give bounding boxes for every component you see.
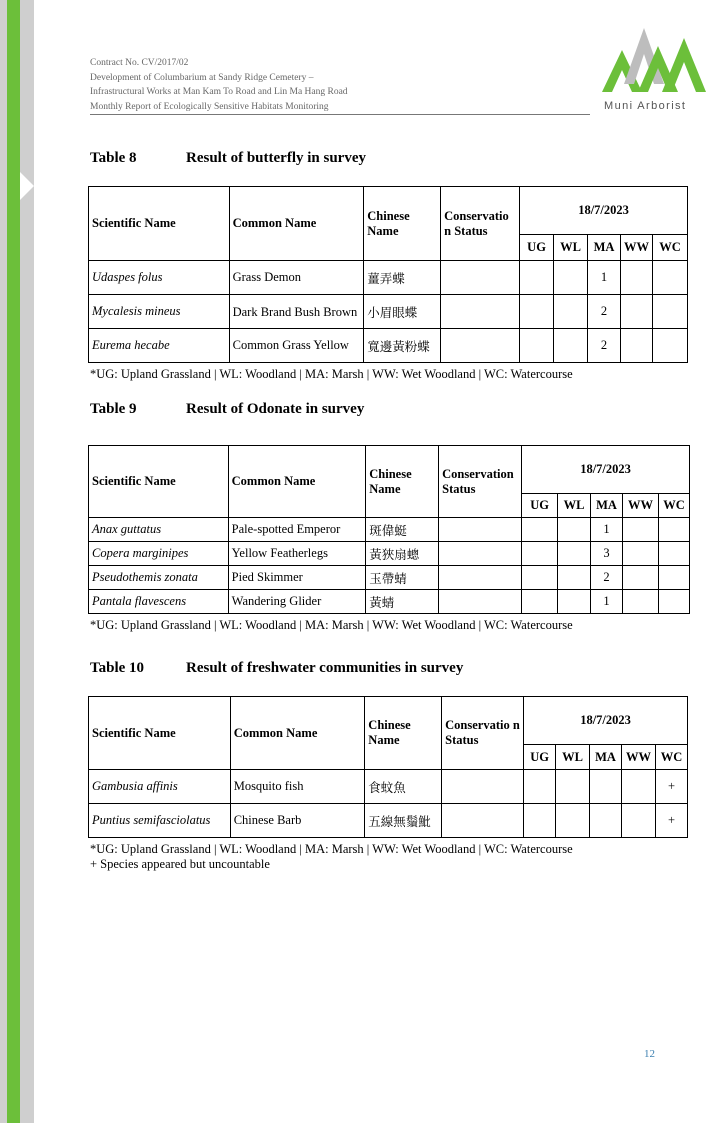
cell-scientific-name: Gambusia affinis xyxy=(89,770,231,804)
header-habitat-ma: MA xyxy=(590,745,622,770)
table-row xyxy=(89,566,690,590)
header-habitat-wl: WL xyxy=(558,494,591,518)
table-10-freshwater xyxy=(88,696,688,838)
cell-count-ug xyxy=(524,804,556,838)
cell-count-ma xyxy=(590,804,622,838)
cell-count-wc xyxy=(652,329,687,363)
header-line: Contract No. CV/2017/02 xyxy=(90,58,189,68)
habitat-legend-note: *UG: Upland Grassland | WL: Woodland | MA: Marsh | WW: Wet Woodland | WC: Watercourse xyxy=(90,367,573,381)
table-row xyxy=(89,590,690,614)
cell-count-wl xyxy=(554,261,588,295)
cell-count-wl xyxy=(554,329,588,363)
cell-count-wc xyxy=(658,590,689,614)
cell-count-ug xyxy=(522,590,558,614)
cell-count-ma: 3 xyxy=(591,542,623,566)
cell-chinese-name: 五線無鬚魮 xyxy=(365,804,442,838)
header-line: Development of Columbarium at Sandy Ridge Cemetery – xyxy=(90,72,314,83)
habitat-legend-note: *UG: Upland Grassland | WL: Woodland | MA: Marsh | WW: Wet Woodland | WC: Watercourse xyxy=(90,618,573,632)
cell-count-wc xyxy=(658,566,689,590)
cell-conservation-status xyxy=(441,295,520,329)
table-caption: Result of Odonate in survey xyxy=(186,401,365,417)
cell-count-ww xyxy=(622,566,658,590)
header-habitat-wc: WC xyxy=(655,745,687,770)
cell-common-name: Common Grass Yellow xyxy=(229,329,364,363)
header-scientific-name: Scientific Name xyxy=(89,697,231,770)
header-habitat-ww: WW xyxy=(621,745,655,770)
table-row xyxy=(89,804,688,838)
cell-count-ma xyxy=(590,770,622,804)
cell-chinese-name: 黃狹扇蟌 xyxy=(366,542,439,566)
table-9-title xyxy=(90,401,364,418)
table-caption: Result of butterfly in survey xyxy=(186,150,366,166)
cell-count-wl xyxy=(556,804,590,838)
cell-conservation-status xyxy=(439,542,522,566)
header-habitat-ww: WW xyxy=(620,235,652,261)
cell-scientific-name: Pantala flavescens xyxy=(89,590,229,614)
header-line: Monthly Report of Ecologically Sensitive Habitats Monitoring xyxy=(90,101,329,112)
logo-peak-right xyxy=(662,38,706,92)
header-chinese-name: Chinese Name xyxy=(366,446,439,518)
cell-count-wc xyxy=(658,518,689,542)
cell-common-name: Grass Demon xyxy=(229,261,364,295)
cell-count-ma: 1 xyxy=(588,261,621,295)
header-habitat-ug: UG xyxy=(520,235,554,261)
cell-scientific-name: Udaspes folus xyxy=(89,261,230,295)
cell-conservation-status xyxy=(439,590,522,614)
cell-scientific-name: Mycalesis mineus xyxy=(89,295,230,329)
cell-count-ug xyxy=(522,518,558,542)
cell-conservation-status xyxy=(441,329,520,363)
cell-chinese-name: 玉帶蜻 xyxy=(366,566,439,590)
cell-common-name: Pale-spotted Emperor xyxy=(228,518,366,542)
cell-count-ww xyxy=(620,295,652,329)
cell-scientific-name: Copera marginipes xyxy=(89,542,229,566)
table-9-odonate xyxy=(88,445,690,614)
habitat-legend-note xyxy=(90,842,573,872)
cell-chinese-name: 食蚊魚 xyxy=(365,770,442,804)
cell-count-ww xyxy=(621,770,655,804)
header-habitat-ug: UG xyxy=(524,745,556,770)
cell-count-ug xyxy=(520,261,554,295)
cell-scientific-name: Pseudothemis zonata xyxy=(89,566,229,590)
table-row xyxy=(89,261,688,295)
side-bar-notch xyxy=(20,172,34,200)
cell-count-ww xyxy=(622,542,658,566)
cell-common-name: Yellow Featherlegs xyxy=(228,542,366,566)
cell-count-ww xyxy=(620,261,652,295)
cell-count-ww xyxy=(622,590,658,614)
cell-conservation-status xyxy=(442,804,524,838)
header-divider xyxy=(90,114,590,115)
header-habitat-wc: WC xyxy=(652,235,687,261)
cell-count-ug xyxy=(520,295,554,329)
cell-scientific-name: Puntius semifasciolatus xyxy=(89,804,231,838)
header-survey-date: 18/7/2023 xyxy=(522,446,690,494)
cell-count-ww xyxy=(621,804,655,838)
header-habitat-wl: WL xyxy=(556,745,590,770)
cell-count-ug xyxy=(524,770,556,804)
header-habitat-ww: WW xyxy=(622,494,658,518)
cell-common-name: Pied Skimmer xyxy=(228,566,366,590)
cell-count-ma: 2 xyxy=(588,295,621,329)
cell-common-name: Dark Brand Bush Brown xyxy=(229,295,364,329)
table-number: Table 9 xyxy=(90,401,137,417)
cell-count-wc xyxy=(658,542,689,566)
cell-count-ma: 1 xyxy=(591,518,623,542)
cell-scientific-name: Eurema hecabe xyxy=(89,329,230,363)
side-bar-green xyxy=(7,0,20,1123)
cell-count-wl xyxy=(558,518,591,542)
table-row xyxy=(89,542,690,566)
table-row xyxy=(89,770,688,804)
page-number: 12 xyxy=(644,1048,655,1060)
cell-conservation-status xyxy=(439,518,522,542)
cell-count-ug xyxy=(520,329,554,363)
cell-count-wc: + xyxy=(655,770,687,804)
cell-count-ww xyxy=(620,329,652,363)
cell-chinese-name: 黃蜻 xyxy=(366,590,439,614)
header-conservation-status: Conservation Status xyxy=(439,446,522,518)
table-row xyxy=(89,295,688,329)
cell-chinese-name: 薑弄蝶 xyxy=(364,261,441,295)
cell-count-wl xyxy=(558,566,591,590)
cell-count-wl xyxy=(554,295,588,329)
uncountable-note: + Species appeared but uncountable xyxy=(90,857,270,871)
cell-count-wc xyxy=(652,261,687,295)
header-habitat-ma: MA xyxy=(591,494,623,518)
header-common-name: Common Name xyxy=(230,697,365,770)
cell-chinese-name: 斑偉蜓 xyxy=(366,518,439,542)
header-conservation-status: Conservatio n Status xyxy=(441,187,520,261)
table-8-butterfly xyxy=(88,186,688,363)
table-number: Table 8 xyxy=(90,150,137,166)
header-common-name: Common Name xyxy=(229,187,364,261)
cell-scientific-name: Anax guttatus xyxy=(89,518,229,542)
cell-count-wl xyxy=(556,770,590,804)
cell-count-ma: 2 xyxy=(591,566,623,590)
header-habitat-ma: MA xyxy=(588,235,621,261)
cell-count-ug xyxy=(522,566,558,590)
cell-count-ma: 2 xyxy=(588,329,621,363)
header-scientific-name: Scientific Name xyxy=(89,446,229,518)
cell-count-ma: 1 xyxy=(591,590,623,614)
table-caption: Result of freshwater communities in survey xyxy=(186,660,464,676)
cell-conservation-status xyxy=(439,566,522,590)
cell-conservation-status xyxy=(442,770,524,804)
cell-count-ug xyxy=(522,542,558,566)
header-common-name: Common Name xyxy=(228,446,366,518)
header-survey-date: 18/7/2023 xyxy=(524,697,688,745)
cell-chinese-name: 小眉眼蝶 xyxy=(364,295,441,329)
header-chinese-name: Chinese Name xyxy=(365,697,442,770)
cell-count-wl xyxy=(558,590,591,614)
header-survey-date: 18/7/2023 xyxy=(520,187,688,235)
table-row xyxy=(89,329,688,363)
header-scientific-name: Scientific Name xyxy=(89,187,230,261)
cell-common-name: Wandering Glider xyxy=(228,590,366,614)
header-chinese-name: Chinese Name xyxy=(364,187,441,261)
cell-conservation-status xyxy=(441,261,520,295)
header-habitat-wl: WL xyxy=(554,235,588,261)
table-row xyxy=(89,518,690,542)
header-habitat-wc: WC xyxy=(658,494,689,518)
header-habitat-ug: UG xyxy=(522,494,558,518)
cell-common-name: Chinese Barb xyxy=(230,804,365,838)
cell-common-name: Mosquito fish xyxy=(230,770,365,804)
logo-text: Muni Arborist xyxy=(604,100,687,112)
cell-count-wl xyxy=(558,542,591,566)
cell-count-wc xyxy=(652,295,687,329)
table-number: Table 10 xyxy=(90,660,145,676)
cell-count-wc: + xyxy=(655,804,687,838)
header-conservation-status: Conservatio n Status xyxy=(442,697,524,770)
header-line: Infrastructural Works at Man Kam To Road and Lin Ma Hang Road xyxy=(90,87,348,97)
table-8-title xyxy=(90,150,366,167)
table-10-title xyxy=(90,660,463,677)
document-header xyxy=(90,56,590,114)
habitat-legend-line: *UG: Upland Grassland | WL: Woodland | MA: Marsh | WW: Wet Woodland | WC: Watercourse xyxy=(90,842,573,856)
cell-count-ww xyxy=(622,518,658,542)
cell-chinese-name: 寬邊黃粉蝶 xyxy=(364,329,441,363)
